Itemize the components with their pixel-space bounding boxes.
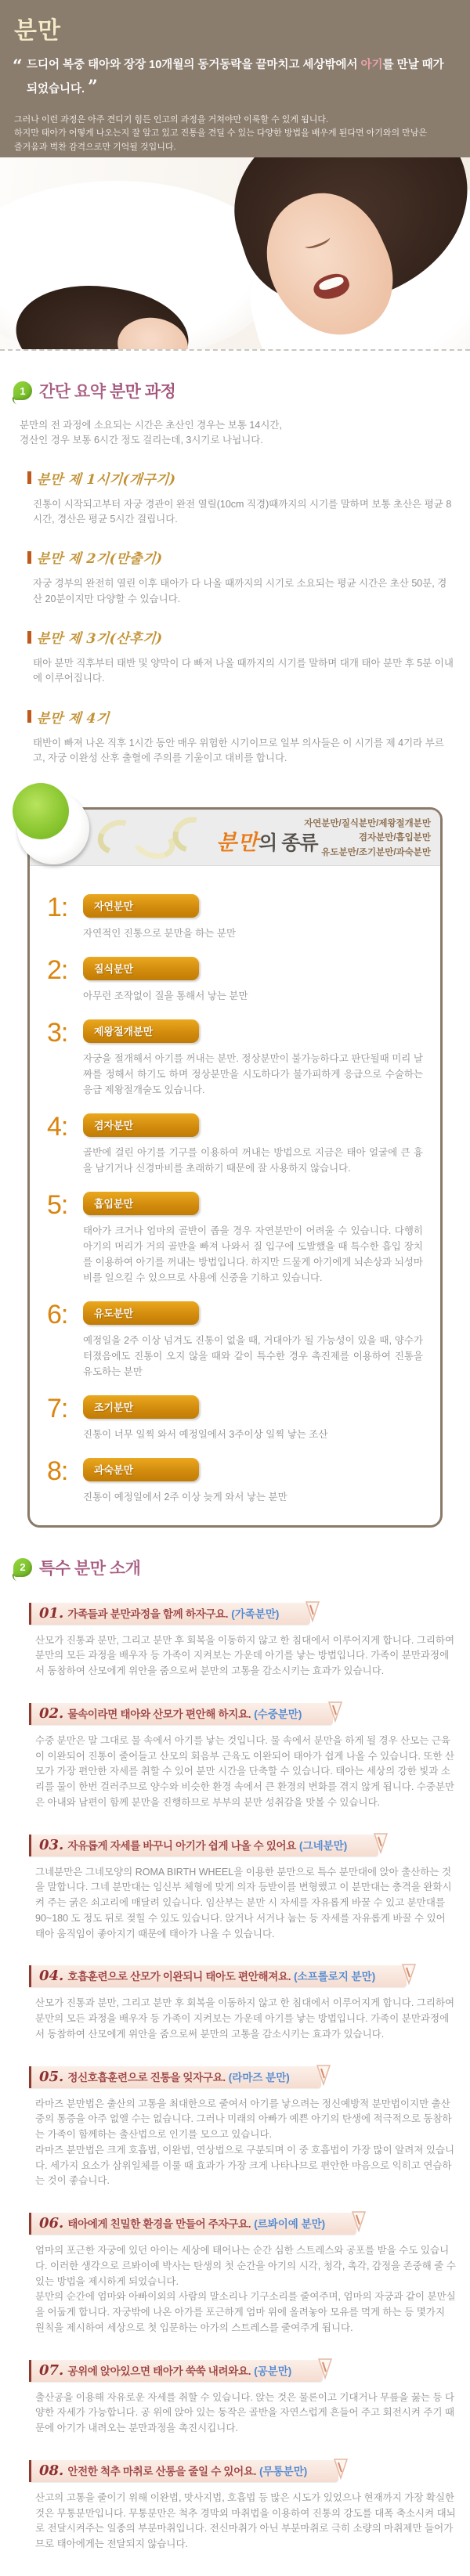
type-item [47,1019,423,1098]
type-number: 3: [47,1017,68,1048]
legend-line: 겸자분만/흡입분만 [358,833,431,843]
special-item-header [29,2460,338,2482]
bottom-spacer [0,2553,470,2576]
teacup-icon [17,792,89,864]
leaf-badge-icon: 2 [13,1558,32,1577]
stage-heading: 분만 제 1시기(개구기) [36,471,177,488]
intro-quote [14,56,456,101]
special-item-number: 02. [39,1705,64,1722]
close-quote-mark: ” [88,77,98,98]
type-label-badge: 자연분만 [83,894,199,918]
stage-item [13,547,457,607]
special-item-header [29,2066,321,2088]
stage-bar-icon [27,551,31,564]
special-item-tag: (르봐이예 분만) [254,2218,326,2230]
type-item [47,894,423,941]
quote-text-before: 드디어 복중 태아와 장장 10개월의 동거동락을 끝마치고 세상밖에서 [27,59,361,71]
stage-item [13,627,457,687]
type-item [47,1113,423,1176]
special-section [0,1556,470,2553]
stage-item [13,468,457,528]
special-item-body: 그네분만은 그네모양의 ROMA BIRTH WHEEL을 이용한 분만으로 특수 분만대에 앉아 출산하는 것을 말합니다. 그네 분만대는 임신부 체형에 맞게 의자 등받이를 변형했고 이 분만대는 충격을 완화시켜 주는 굵은 쇠고리에 매달려 있습니다. 임산부는 분만 시 자세를 자유롭게 바꿀 수 있고 분만대를 90~180 도 정도 뒤로 젖힐 수 있도 있습니다. 앉거나 서거나 눕는 등 자세를 자유롭게 바꿀 수 있어 태아 움직임이 좋아지기 때문에 태아가 나올 수 있습니다. [35,1866,452,1939]
special-item [13,1603,457,1679]
special-item [13,2460,457,2553]
special-item-number: 05. [39,2068,64,2085]
special-item-title: 호흡훈련으로 산모가 이완되니 태아도 편안해져요. [67,1971,291,1983]
special-item-header [29,1603,310,1625]
stage-body: 태반이 빠져 나온 직후 1시간 동안 매우 위험한 시기이므로 일부 의사들은 이 시기를 제 4기라 부르고, 자궁 이완성 산후 출혈에 주의를 기울이고 대비를 합니다. [33,737,444,764]
special-item-body: 산모가 진통과 분만, 그리고 분만 후 회복을 이동하지 않고 한 침대에서 이루어지게 합니다. 그리하여 분만의 모든 과정을 배우자 등 가족이 지켜보는 가운데 아기를 낳는 방법입니다. 가족이 분만과정에서 동참하여 산모에게 위안을 줌으로써 분만의 고통을 감소시키는 효과가 있습니다. [35,1997,455,2040]
special-item-number: 07. [39,2361,64,2379]
dashed-divider [0,349,470,351]
special-item-tag: (수중분만) [254,1708,302,1720]
type-label-badge: 과숙분만 [83,1458,199,1481]
type-description: 골반에 걸린 아기를 기구를 이용하여 꺼내는 방법으로 지금은 태아 얼굴에 큰 흉을 남기거나 신경마비를 초래하기 때문에 잘 사용하지 않습니다. [83,1146,423,1174]
special-item [13,2213,457,2336]
stage-body: 태아 분만 직후부터 태반 및 양막이 다 빠져 나올 때까지의 시기를 말하며 대개 태아 분만 후 5분 이내에 이루어집니다. [33,658,454,684]
type-item [47,1189,423,1286]
special-item-title: 안전한 척추 마취로 산통을 줄일 수 있어요. [67,2465,257,2477]
type-item [47,1301,423,1380]
type-number: 7: [47,1393,68,1423]
special-item-tag: (소프롤로지 분만) [294,1971,376,1983]
page-header [0,0,470,157]
type-number: 8: [47,1456,68,1486]
special-item [13,2066,457,2190]
type-item [47,1395,423,1442]
stage-item [13,707,457,767]
special-item-header [29,1703,333,1725]
stage-body: 자궁 경부의 완전히 열린 이후 태아가 다 나올 때까지의 시기로 소요되는 평균 시간은 초산 50분, 경산 20분이지만 다양할 수 있습니다. [33,578,447,604]
type-description: 진통이 예정일에서 2주 이상 늦게 와서 낳는 분만 [83,1491,287,1503]
special-item-tag: (라마즈 분만) [228,2071,290,2084]
quote-text-after: 를 만날 때가 되었습니다. [27,59,444,96]
stage-bar-icon [27,471,31,484]
stage-body: 진통이 시작되고부터 자궁 경관이 완전 열릴(10cm 직경)때까지의 시기를 말하며 보통 초산은 평균 8시간, 경산은 평균 5시간 걸립니다. [33,498,452,525]
special-item-number: 06. [39,2215,64,2231]
legend-line: 자연분만/질식분만/제왕절개분만 [304,818,431,828]
type-number: 4: [47,1111,68,1142]
stage-heading: 분만 제 2기(만출기) [36,551,164,568]
pencil-icon [372,1832,389,1858]
special-item-title: 물속이라면 태아와 산모가 편안해 하지요. [67,1708,251,1720]
special-item-number: 01. [39,1604,64,1622]
special-item [13,1835,457,1943]
type-description: 태아가 크거나 엄마의 골반이 좁을 경우 자연분만이 어려울 수 있습니다. 다행히 아기의 머리가 거의 골반을 빠져 나와서 질 입구에 도발했을 때 특수한 흡입 장치를 이용하여 아기를 꺼내는 방법입니다. 하지만 드물게 아기에게 뇌손상과 뇌성마비를 일으킬 수 있으므로 사용에 신중을 기하고 있습니다. [83,1225,423,1283]
type-number: 2: [47,954,68,985]
special-item-body: 라마즈 분만법은 출산의 고통을 최대한으로 줄여서 아기를 낳으려는 정신예방적 분만법이지만 출산 중의 통증을 아주 없앨 수는 없습니다. 그러나 미래의 아빠가 예쁜 아기의 탄생에 적극적으로 동참하는 가족이 함께하는 출산법으로 인기를 모으고 있습니다. 라마즈 분만법은 크게 호흡법, 이완법, 연상법으로 구분되며 이 중 호흡법이 가장 많이 알려져 있습니다. 세가지 요소가 삼위일체를 이룰 때 효과가 가장 크게 나타나므로 편안한 마음으로 익히고 연습하는 것이 좋습니다. [35,2098,455,2187]
special-item-title: 정신호흡훈련으로 진통을 잊자구요. [67,2071,226,2084]
special-item-tag: (그네분만) [299,1839,348,1852]
special-item-body: 엄마의 포근한 자궁에 있던 아이는 세상에 태어나는 순간 심한 스트레스와 공포를 받을 수도 있습니다. 이러한 생각으로 르봐이예 박사는 탄생의 첫 순간을 아기의 시각, 청각, 촉각, 감정을 존중해 줄 수 있는 방법을 제시하게 되었습니다. 분만의 순간에 엄마와 아빠이외의 사람의 말소리나 기구소리를 줄여주며, 엄마의 자궁과 같이 분만실을 어둡게 합니다. 자궁밖에 나온 아가를 포근하게 엄마 위에 올려놓아 모유를 먹게 하는 등 몇가지 원칙을 제시하여 세상으로 첫 입문하는 아가의 스트레스를 줄여주게 됩니다. [35,2245,456,2333]
special-item-title: 공위에 앉아있으면 태아가 쑥쑥 내려와요. [67,2365,251,2377]
type-label-badge: 겸자분만 [83,1113,199,1137]
stage-bar-icon [27,710,31,723]
special-item-header [29,2360,323,2382]
type-item [47,1458,423,1505]
type-number: 6: [47,1299,68,1329]
delivery-types-box [27,807,443,1528]
summary-section-title: 간단 요약 분만 과정 [39,383,176,401]
special-item-title: 자유롭게 자세를 바꾸니 아기가 쉽게 나올 수 있어요 [67,1839,297,1852]
page-title: 분만 [14,18,61,44]
type-label-badge: 흡입분만 [83,1192,199,1215]
special-item-header [29,2213,356,2235]
types-legend [304,817,431,861]
type-number: 5: [47,1189,68,1220]
pencil-icon [327,1701,344,1726]
special-item-tag: (가족분만) [231,1607,280,1620]
pencil-icon [332,2458,349,2484]
open-quote-mark: “ [13,56,23,77]
special-item-header [29,1835,378,1856]
special-item [13,2360,457,2437]
type-label-badge: 질식분만 [83,957,199,980]
type-description: 예정일을 2주 이상 넘겨도 진통이 없을 때, 거대아가 될 가능성이 있을 때, 양수가 터졌음에도 진통이 오지 않을 때와 같이 특수한 경우 촉진제를 이용하여 진통을 유도하는 분만 [83,1334,423,1377]
pencil-icon [315,2064,332,2090]
special-item-header [29,1965,407,1987]
special-section-title: 특수 분만 소개 [39,1559,141,1578]
special-item-number: 04. [39,1968,64,1985]
type-label-badge: 유도분만 [83,1301,199,1325]
special-item-number: 03. [39,1836,64,1853]
special-item [13,1965,457,2042]
intro-paragraph: 그러나 이런 과정은 아주 견디기 힘든 인고의 과정을 거쳐야만 이룩할 수 있게 됩니다. 하지만 태아가 어떻게 나오는지 잘 알고 있고 진통을 견딜 수 있는 다양한 방법을 배우게 된다면 아기와의 만남은 즐거움과 벅찬 감격으로만 기억될 것입니다. [14,114,428,152]
mother-baby-photo [0,157,470,349]
type-item [47,954,423,1004]
special-item-body: 산모가 진통과 분만, 그리고 분만 후 회복을 이동하지 않고 한 침대에서 이루어지게 합니다. 그리하여 분만의 모든 과정을 배우자 등 가족이 지켜보는 가운데 아기를 낳는 방법입니다. 가족이 분만과정에서 동참하여 산모에게 위안을 줌으로써 분만의 고통을 감소시키는 효과가 있습니다. [35,1634,455,1676]
ribbon-decoration-icon [97,814,215,860]
type-description: 자궁을 절개해서 아기를 꺼내는 분만. 정상분만이 불가능하다고 판단될때 미리 날짜를 정해서 하기도 하며 정상분만을 시도하다가 불가피하게 응급으로 수술하는 응급 제왕절개술도 있습니다. [83,1052,423,1095]
special-item-number: 08. [39,2462,64,2479]
stage-heading: 분만 제 3기(산후기) [36,631,164,647]
special-item [13,1703,457,1811]
legend-line: 유도분만/조기분만/과숙분만 [321,848,431,858]
summary-section [0,379,470,767]
leaf-badge-icon: 1 [13,381,32,400]
pencil-icon [316,2358,334,2383]
type-number: 1: [47,892,68,922]
types-box-title: 분만의 종류 [216,830,318,855]
types-box-header [30,810,440,866]
pencil-icon [304,1600,321,1626]
type-description: 아무런 조작없이 질을 통해서 낳는 분만 [83,990,248,1001]
types-list [30,866,440,1525]
special-item-tag: (무통분만) [259,2465,308,2477]
type-description: 진통이 너무 일찍 와서 예정일에서 3주이상 일찍 낳는 조산 [83,1428,328,1440]
special-item-tag: (공분만) [254,2365,292,2377]
special-item-body: 수중 분만은 말 그대로 물 속에서 아기를 낳는 것입니다. 물 속에서 분만을 하게 될 경우 산모는 근육이 이완되어 진통이 줄어들고 산모의 회음부 근육도 이완되어 태아가 쉽게 나올 수 있습니다. 또한 산모가 가장 편안한 자세를 취할 수 있어 분만 시간을 단축할 수 있습니다. 태아는 세상의 강한 빛과 소리를 물이 한번 걸러주므로 양수와 비슷한 환경 속에서 큰 환경의 변화를 겪지 않게 됩니다. 수중분만은 아내와 남편이 함께 분만을 진행하므로 부부의 분만 성취감을 맛볼 수 있습니다. [35,1734,455,1808]
type-label-badge: 조기분만 [83,1395,199,1419]
type-label-badge: 제왕절개분만 [83,1019,199,1043]
quote-highlight: 아기 [360,59,383,71]
special-item-body: 산고의 고통을 줄이기 위해 이완법, 맛사지법, 호흡법 등 많은 시도가 있었으나 현재까지 가장 확실한 것은 무통분만입니다. 무통분만은 척추 경막외 마취법을 이용하여 진통의 강도를 대폭 축소시켜 대뇌로 전달시켜주는 일종의 부분마취입니다. 전신마취가 아닌 부분마취로 극히 소량의 마취제만 들어가므로 태아에게는 전달되지 않습니다. [35,2491,456,2549]
special-item-body: 출산공을 이용해 자유로운 자세를 취할 수 있습니다. 앉는 것은 물론이고 기대거나 무릎을 꿇는 등 다양한 자세가 가능합니다. 공 위에 앉아 있는 동작은 골반을 자연스럽게 흔들어 주고 회전시켜 주기 때문에 아기가 내려오는 분만과정을 촉진시킵니다. [35,2391,455,2433]
pencil-icon [350,2210,367,2236]
type-description: 자연적인 진통으로 분만을 하는 분만 [83,927,237,939]
stage-heading: 분만 제 4기 [36,710,110,727]
special-item-title: 가족들과 분만과정을 함께 하자구요. [67,1607,229,1620]
special-item-title: 태아에게 친밀한 환경을 만들어 주자구요. [67,2218,251,2230]
pencil-icon [400,1963,418,1989]
summary-intro-text: 분만의 전 과정에 소요되는 시간은 초산인 경우는 보통 14시간, 경산인 경우 보통 6시간 정도 걸리는데, 3시기로 나뉩니다. [20,420,282,446]
stage-bar-icon [27,631,31,644]
